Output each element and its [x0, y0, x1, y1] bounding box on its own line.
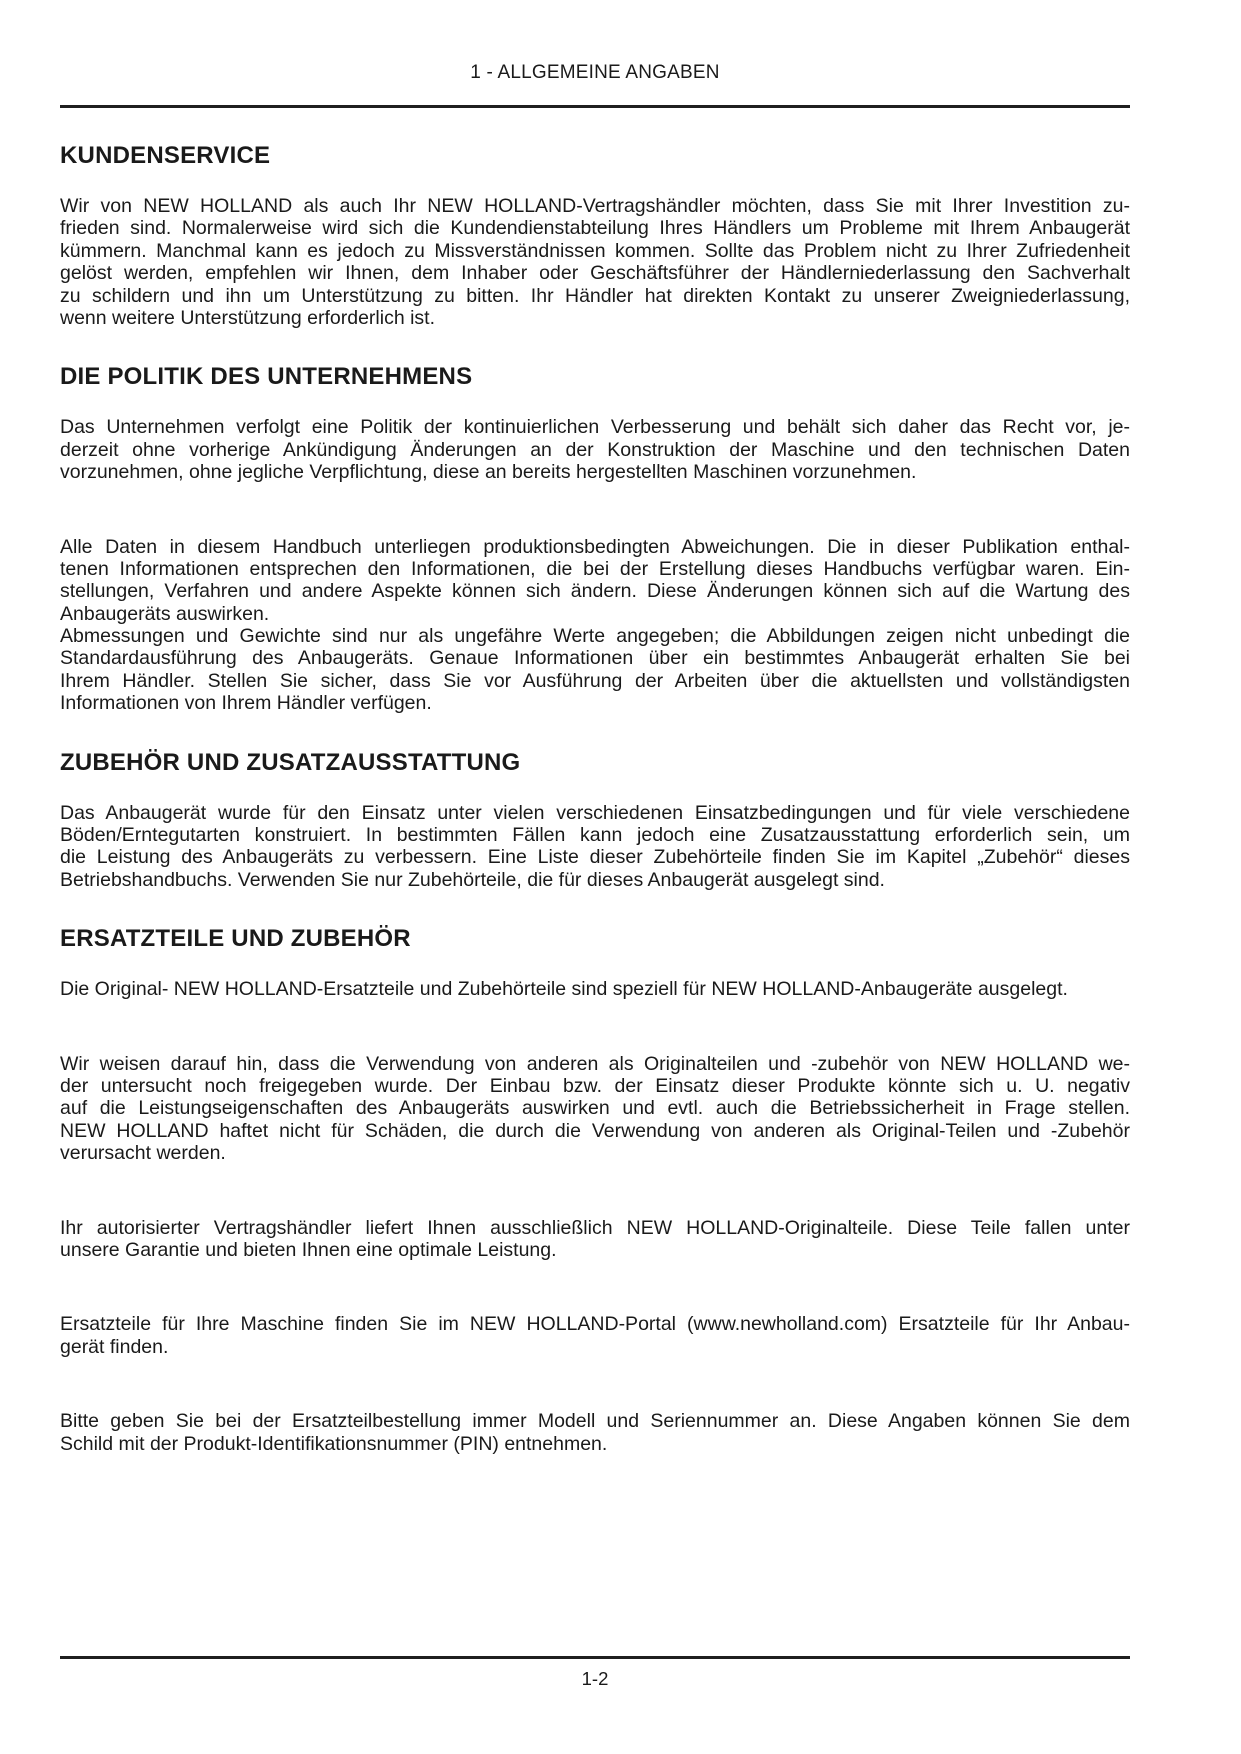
page-footer	[60, 1656, 1130, 1690]
text-line: Das Unternehmen verfolgt eine Politik der kontinuierlichen Verbesserung und behält sich daher das Recht vor, je-	[60, 416, 1130, 439]
text-line: unsere Garantie und bieten Ihnen eine optimale Leistung.	[60, 1238, 557, 1261]
text-line: tenen Informationen entsprechen den Informationen, die bei der Erstellung dieses Handbuchs verfügbar waren. Ein-	[60, 557, 1130, 580]
text-line: der untersucht noch freigegeben wurde. Der Einbau bzw. der Einsatz dieser Produkte könnte sich u. U. negativ	[60, 1074, 1130, 1097]
text-line: die Leistung des Anbaugeräts zu verbessern. Eine Liste dieser Zubehörteile finden Sie im Kapitel „Zubehör“ dieses	[60, 846, 1130, 869]
text-line: Schild mit der Produkt-Identifikationsnummer (PIN) entnehmen.	[60, 1432, 608, 1455]
section-heading-kundenservice: KUNDENSERVICE	[60, 142, 271, 169]
text-line: Informationen von Ihrem Händler verfügen.	[60, 692, 432, 715]
paragraph	[60, 1053, 1130, 1165]
text-line: verursacht werden.	[60, 1142, 226, 1165]
header-rule	[60, 105, 1130, 108]
text-line: zu schildern und ihn um Unterstützung zu bitten. Ihr Händler hat direkten Kontakt zu unserer Zweigniederlassung,	[60, 284, 1130, 307]
page-number: 1-2	[581, 1668, 609, 1689]
text-line: gerät finden.	[60, 1335, 169, 1358]
text-line: kümmern. Manchmal kann es jedoch zu Missverständnissen kommen. Sollte das Problem nicht zu Ihrer Zufriedenheit	[60, 239, 1130, 262]
section-kundenservice	[60, 142, 1130, 329]
text-line: gelöst werden, empfehlen wir Ihnen, dem Inhaber oder Geschäftsführer der Händlerniederlassung den Sachverhalt	[60, 262, 1130, 285]
section-heading-ersatzteile-zubehoer: ERSATZTEILE UND ZUBEHÖR	[60, 925, 411, 953]
text-line: wenn weitere Unterstützung erforderlich ist.	[60, 306, 436, 329]
paragraph	[60, 195, 1130, 329]
text-line: derzeit ohne vorherige Ankündigung Änderungen an der Konstruktion der Maschine und den technischen Daten	[60, 438, 1130, 461]
text-line: Ersatzteile für Ihre Maschine finden Sie im NEW HOLLAND-Portal (www.newholland.com) Ersatzteile für Ihr Anbau-	[60, 1313, 1130, 1336]
paragraph	[60, 536, 1130, 626]
text-line: NEW HOLLAND haftet nicht für Schäden, die durch die Verwendung von anderen als Original-Teilen und -Zubehör	[60, 1119, 1130, 1142]
text-line: Ihr autorisierter Vertragshändler liefert Ihnen ausschließlich NEW HOLLAND-Originalteile. Diese Teile fallen unter	[60, 1216, 1130, 1239]
paragraph	[60, 1410, 1130, 1455]
paragraph	[60, 1217, 1130, 1262]
text-line: Betriebshandbuchs. Verwenden Sie nur Zubehörteile, die für dieses Anbaugerät ausgelegt sind.	[60, 868, 885, 891]
section-ersatzteile-zubehoer	[60, 925, 1130, 1455]
text-line: frieden sind. Normalerweise wird sich die Kundendienstabteilung Ihres Händlers um Probleme mit Ihrem Anbaugerät	[60, 217, 1130, 240]
text-line: Standardausführung des Anbaugeräts. Genaue Informationen über ein bestimmtes Anbaugerät erhalten Sie bei	[60, 647, 1130, 670]
text-line: vorzunehmen, ohne jegliche Verpflichtung, diese an bereits hergestellten Maschinen vorzunehmen.	[60, 461, 917, 484]
section-zubehoer-zusatzausstattung	[60, 749, 1130, 892]
chapter-title: 1 - ALLGEMEINE ANGABEN	[470, 62, 720, 83]
paragraph	[60, 625, 1130, 715]
paragraph	[60, 1313, 1130, 1358]
text-line: Abmessungen und Gewichte sind nur als ungefähre Werte angegeben; die Abbildungen zeigen nicht unbedingt die	[60, 625, 1130, 648]
text-line: Böden/Erntegutarten konstruiert. In bestimmten Fällen kann jedoch eine Zusatzausstattung erforderlich sein, um	[60, 824, 1130, 847]
paragraph	[60, 416, 1130, 483]
text-line: auf die Leistungseigenschaften des Anbaugeräts auswirken und evtl. auch die Betriebssicherheit in Frage stellen.	[60, 1097, 1130, 1120]
text-line: Das Anbaugerät wurde für den Einsatz unter vielen verschiedenen Einsatzbedingungen und für viele verschiedene	[60, 801, 1130, 824]
text-line: Ihrem Händler. Stellen Sie sicher, dass Sie vor Ausführung der Arbeiten über die aktuellsten und vollständigsten	[60, 669, 1130, 692]
text-line: Anbaugeräts auswirken.	[60, 602, 270, 625]
text-line: stellungen, Verfahren und andere Aspekte können sich ändern. Diese Änderungen können sich auf die Wartung des	[60, 580, 1130, 603]
footer-rule	[60, 1656, 1130, 1659]
text-line: Wir von NEW HOLLAND als auch Ihr NEW HOLLAND-Vertragshändler möchten, dass Sie mit Ihrer Investition zu-	[60, 195, 1130, 217]
text-line: Wir weisen darauf hin, dass die Verwendung von anderen als Originalteilen und -zubehör von NEW HOLLAND we-	[60, 1052, 1130, 1075]
section-heading-politik: DIE POLITIK DES UNTERNEHMENS	[60, 363, 473, 391]
section-politik	[60, 363, 1130, 714]
text-line: Alle Daten in diesem Handbuch unterliegen produktionsbedingten Abweichungen. Die in dieser Publikation enthal-	[60, 535, 1130, 558]
paragraph	[60, 978, 1130, 1000]
text-line: Bitte geben Sie bei der Ersatzteilbestellung immer Modell und Seriennummer an. Diese Angaben können Sie dem	[60, 1410, 1130, 1433]
page-header	[60, 0, 1130, 108]
text-line: Die Original- NEW HOLLAND-Ersatzteile und Zubehörteile sind speziell für NEW HOLLAND-Anbaugeräte ausgelegt.	[60, 978, 1068, 1001]
paragraph	[60, 802, 1130, 892]
page-content	[60, 142, 1130, 1455]
section-heading-zubehoer-zusatzausstattung: ZUBEHÖR UND ZUSATZAUSSTATTUNG	[60, 748, 521, 776]
